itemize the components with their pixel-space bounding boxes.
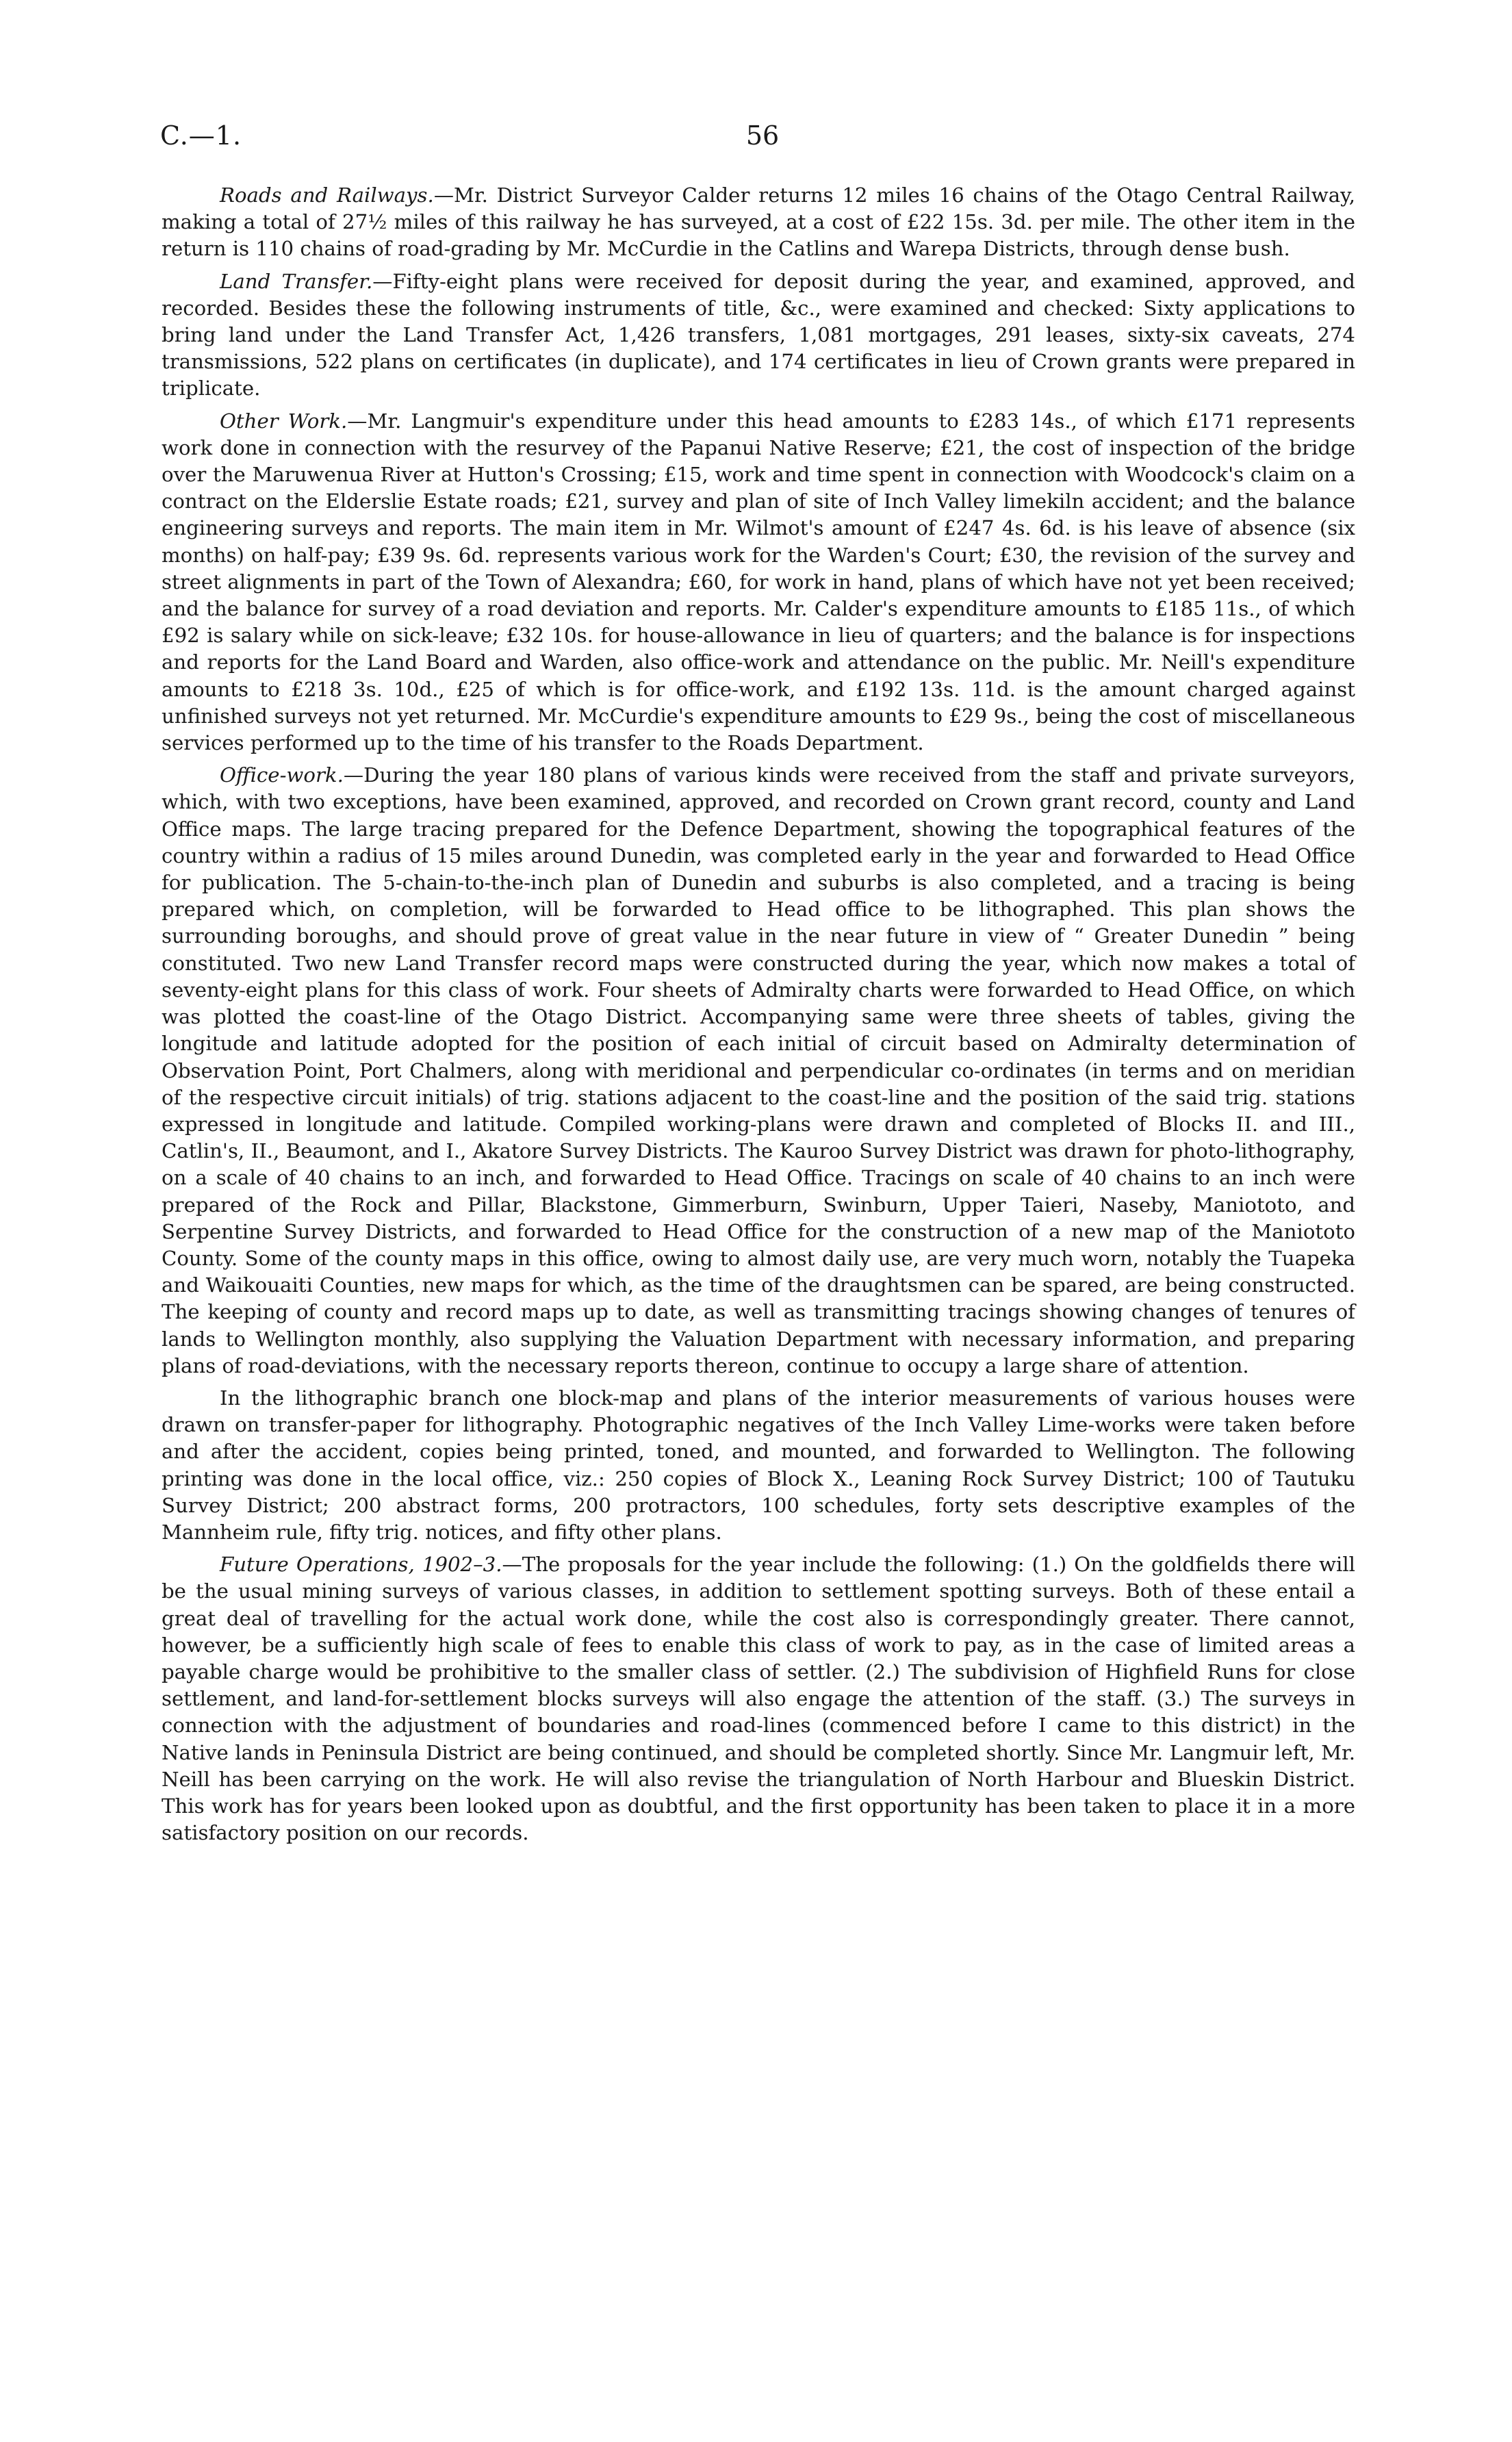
paragraph-lithographic-branch (162, 1385, 1355, 1546)
paragraph-text: —The proposals for the year include the following: (1.) On the goldfields there will be the usual mining surveys of various classes, in addition to settlement spotting surveys. Both of these entail a great deal of travelling for the actual work done, while the cost also is correspondingly greater. There cannot, however, be a sufficiently high scale of fees to enable this class of work to pay, as in the case of limited areas a payable charge would be prohibitive to the smaller class of settler. (2.) The subdivision of Highfield Runs for close settlement, and land-for-settlement blocks surveys will also engage the attention of the staff. (3.) The surveys in connection with the adjustment of boundaries and road-lines (commenced before I came to this district) in the Native lands in Peninsula District are being continued, and should be completed shortly. Since Mr. Langmuir left, Mr. Neill has been carrying on the work. He will also revise the triangulation of North Harbour and Blueskin District. This work has for years been looked upon as doubtful, and the first opportunity has been taken to place it in a more satisfactory position on our records. (162, 1553, 1355, 1845)
paragraph-office-work (162, 762, 1355, 1379)
section-heading: Office-work. (220, 763, 344, 787)
page-header (160, 120, 1365, 162)
report-body (162, 182, 1355, 1852)
section-heading: Other Work. (220, 409, 348, 433)
page-number: 56 (745, 120, 780, 151)
section-heading: Roads and Railways. (220, 183, 434, 207)
section-heading: Future Operations, 1902–3. (220, 1553, 502, 1577)
section-heading: Land Transfer. (220, 269, 373, 293)
paragraph-roads-and-railways (162, 182, 1355, 263)
paragraph-text: In the lithographic branch one block-map and plans of the interior measurements of various houses were drawn on transfer-paper for lithography. Photographic negatives of the Inch Valley Lime-works were taken before and after the accident, copies being printed, toned, and mounted, and forwarded to Wellington. The following printing was done in the local office, viz.: 250 copies of Block X., Leaning Rock Survey District; 100 of Tautuku Survey District; 200 abstract forms, 200 protractors, 100 schedules, forty sets descriptive examples of the Mannheim rule, fifty trig. notices, and fifty other plans. (162, 1386, 1355, 1544)
paragraph-text: —Mr. Langmuir's expenditure under this head amounts to £283 14s., of which £171 represents work done in connection with the resurvey of the Papanui Native Reserve; £21, the cost of inspection of the bridge over the Maruwenua River at Hutton's Crossing; £15, work and time spent in connection with Woodcock's claim on a contract on the Elderslie Estate roads; £21, survey and plan of site of Inch Valley limekiln accident; and the balance engineering surveys and reports. The main item in Mr. Wilmot's amount of £247 4s. 6d. is his leave of absence (six months) on half-pay; £39 9s. 6d. represents various work for the Warden's Court; £30, the revision of the survey and street alignments in part of the Town of Alexandra; £60, for work in hand, plans of which have not yet been received; and the balance for survey of a road deviation and reports. Mr. Calder's expenditure amounts to £185 11s., of which £92 is salary while on sick-leave; £32 10s. for house-allowance in lieu of quarters; and the balance is for inspections and reports for the Land Board and Warden, also office-work and attendance on the public. Mr. Neill's expenditure amounts to £218 3s. 10d., £25 of which is for office-work, and £192 13s. 11d. is the amount charged against unfinished surveys not yet returned. Mr. McCurdie's expenditure amounts to £29 9s., being the cost of miscellaneous services performed up to the time of his transfer to the Roads Department. (162, 409, 1355, 755)
paragraph-other-work (162, 408, 1355, 757)
paragraph-text: —Mr. District Surveyor Calder returns 12 miles 16 chains of the Otago Central Railway, making a total of 27½ miles of this railway he has surveyed, at a cost of £22 15s. 3d. per mile. The other item in the return is 110 chains of road-grading by Mr. McCurdie in the Catlins and Warepa Districts, through dense bush. (162, 183, 1355, 261)
paragraph-land-transfer (162, 268, 1355, 403)
paragraph-text: —During the year 180 plans of various kinds were received from the staff and private surveyors, which, with two exceptions, have been examined, approved, and recorded on Crown grant record, county and Land Office maps. The large tracing prepared for the Defence Department, showing the topographical features of the country within a radius of 15 miles around Dunedin, was completed early in the year and forwarded to Head Office for publication. The 5-chain-to-the-inch plan of Dunedin and suburbs is also completed, and a tracing is being prepared which, on completion, will be forwarded to Head office to be lithographed. This plan shows the surrounding boroughs, and should prove of great value in the near future in view of “ Greater Dunedin ” being constituted. Two new Land Transfer record maps were constructed during the year, which now makes a total of seventy-eight plans for this class of work. Four sheets of Admiralty charts were forwarded to Head Office, on which was plotted the coast-line of the Otago District. Accompanying same were three sheets of tables, giving the longitude and latitude adopted for the position of each initial of circuit based on Admiralty determination of Observation Point, Port Chalmers, along with meridional and perpendicular co-ordinates (in terms and on meridian of the respective circuit initials) of trig. stations adjacent to the coast-line and the position of the said trig. stations expressed in longitude and latitude. Compiled working-plans were drawn and completed of Blocks II. and III., Catlin's, II., Beaumont, and I., Akatore Survey Districts. The Kauroo Survey District was drawn for photo-lithography, on a scale of 40 chains to an inch, and forwarded to Head Office. Tracings on scale of 40 chains to an inch were prepared of the Rock and Pillar, Blackstone, Gimmerburn, Swinburn, Upper Taieri, Naseby, Maniototo, and Serpentine Survey Districts, and forwarded to Head Office for the construction of a new map of the Maniototo County. Some of the county maps in this office, owing to almost daily use, are very much worn, notably the Tuapeka and Waikouaiti Counties, new maps for which, as the time of the draughtsmen can be spared, are being constructed. The keeping of county and record maps up to date, as well as transmitting tracings showing changes of tenures of lands to Wellington monthly, also supplying the Valuation Department with necessary information, and preparing plans of road-deviations, with the necessary reports thereon, continue to occupy a large share of attention. (162, 763, 1355, 1377)
paragraph-text: —Fifty-eight plans were received for deposit during the year, and examined, approved, and recorded. Besides these the following instruments of title, &c., were examined and checked: Sixty applications to bring land under the Land Transfer Act, 1,426 transfers, 1,081 mortgages, 291 leases, sixty-six caveats, 274 transmissions, 522 plans on certificates (in duplicate), and 174 certificates in lieu of Crown grants were prepared in triplicate. (162, 269, 1355, 400)
document-reference: C.—1. (160, 120, 242, 151)
paragraph-future-operations (162, 1551, 1355, 1846)
